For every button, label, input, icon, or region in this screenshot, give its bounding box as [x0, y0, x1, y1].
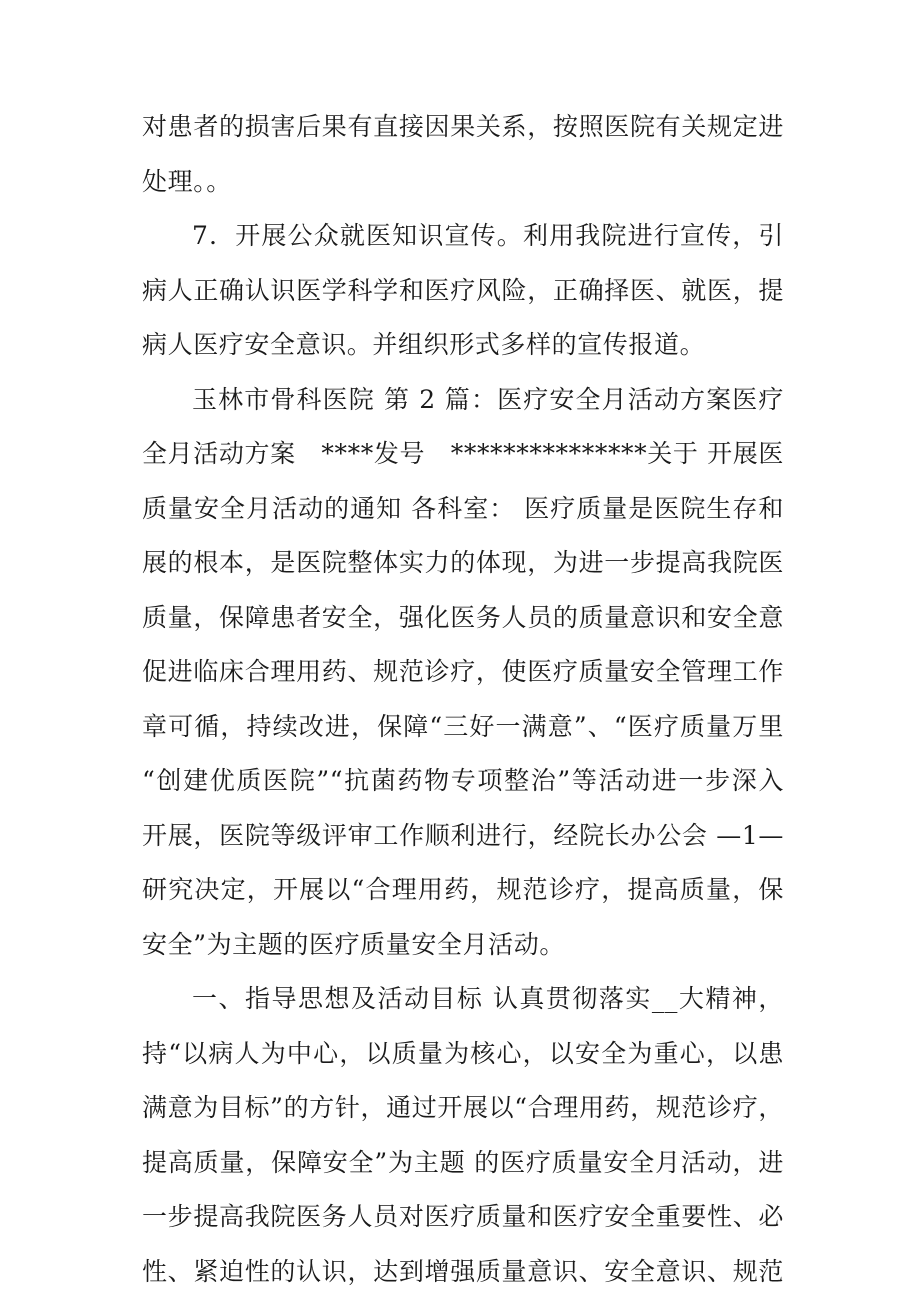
text-line: 满意为目标”的方针，通过开展以“合理用药，规范诊疗，	[142, 1093, 784, 1122]
text-line: 病人正确认识医学科学和医疗风险，正确择医、就医，提	[142, 275, 784, 305]
text-line: 安全”为主题的医疗质量安全月活动。	[142, 929, 565, 959]
text-line: 一步提高我院医务人员对医疗质量和医疗安全重要性、必	[142, 1202, 784, 1231]
text-line: 病人医疗安全意识。并组织形式多样的宣传报道。	[142, 330, 706, 359]
text-line: 促进临床合理用药、规范诊疗，使医疗质量安全管理工作	[142, 657, 784, 686]
text-line: 一、指导思想及活动目标 认真贯彻落实__大精神，	[192, 984, 784, 1013]
text-line: 处理。。	[142, 166, 232, 196]
text-line: 展的根本，是医院整体实力的体现，为进一步提高我院医	[142, 548, 784, 577]
text-line: 章可循，持续改进，保障“三好一满意”、“医疗质量万里	[142, 711, 784, 741]
text-line: 玉林市骨科医院 第 2 篇：医疗安全月活动方案医疗	[192, 384, 784, 414]
document-body	[142, 100, 784, 1299]
text-line: 全月活动方案 ****发号 ***************关于 开展医	[142, 439, 784, 468]
text-line: 开展，医院等级评审工作顺利进行，经院长办公会 —1—	[142, 820, 784, 850]
text-line: 质量安全月活动的通知 各科室： 医疗质量是医院生存和	[142, 493, 784, 523]
text-line: 提高质量，保障安全”为主题 的医疗质量安全月活动，进	[142, 1147, 784, 1177]
text-line: 持“以病人为中心，以质量为核心，以安全为重心，以患	[142, 1038, 784, 1068]
text-line: 对患者的损害后果有直接因果关系，按照医院有关规定进	[142, 112, 784, 141]
text-line: 7．开展公众就医知识宣传。利用我院进行宣传，引	[192, 221, 784, 250]
text-line: “创建优质医院”“抗菌药物专项整治”等活动进一步深入	[142, 766, 784, 795]
text-line: 研究决定，开展以“合理用药，规范诊疗，提高质量，保	[142, 875, 784, 904]
text-line: 质量，保障患者安全，强化医务人员的质量意识和安全意	[142, 602, 784, 632]
text-line: 性、紧迫性的认识，达到增强质量意识、安全意识、规范	[142, 1256, 784, 1286]
